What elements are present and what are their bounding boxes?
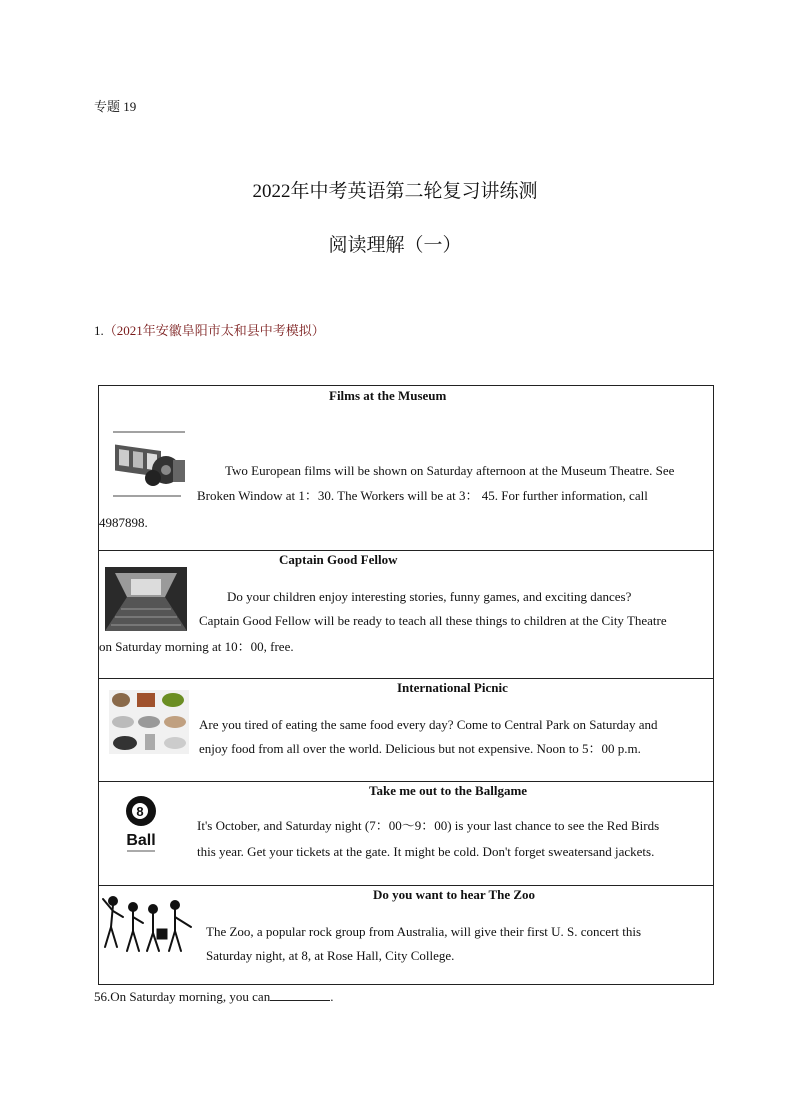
topic-label: 专题 19 <box>94 99 137 114</box>
logo-text: Ball <box>126 832 156 849</box>
answer-blank[interactable] <box>270 988 330 1001</box>
ad-text-line1: The Zoo, a popular rock group from Australia, will give their first U. S. concert this <box>206 924 642 939</box>
question-number: 1. <box>94 323 104 338</box>
ad-text-line2: this year. Get your tickets at the gate. It might be cold. Don't forget sweatersand jackets. <box>197 844 655 859</box>
question-56-text: 56.On Saturday morning, you can <box>94 989 271 1004</box>
film-reel-icon <box>111 430 187 498</box>
question-heading <box>94 320 325 339</box>
ad-text-line2: Captain Good Fellow will be ready to teach all these things to children at the City Theatre <box>199 613 667 628</box>
question-56-end: . <box>330 989 334 1004</box>
ad-ballgame <box>99 781 713 886</box>
question-56 <box>94 988 333 1005</box>
ad-title: International Picnic <box>397 680 508 695</box>
ad-text-line1: Are you tired of eating the same food every day? Come to Central Park on Saturday and <box>199 717 658 732</box>
theatre-stage-icon <box>105 567 187 631</box>
ad-captain-good-fellow <box>99 550 713 679</box>
ad-title: Do you want to hear The Zoo <box>373 887 536 902</box>
eight-ball-icon <box>121 795 161 855</box>
page-title: 2022年中考英语第二轮复习讲练测 <box>252 181 538 202</box>
ad-text-line1: Two European films will be shown on Saturday afternoon at the Museum Theatre. See <box>225 463 675 478</box>
ad-title: Films at the Museum <box>329 388 447 403</box>
ad-text-line2: Broken Window at 1：30. The Workers will be at 3： 45. For further information, call <box>197 488 648 503</box>
ad-text-line3: 4987898. <box>99 515 148 530</box>
ad-text-line2: Saturday night, at 8, at Rose Hall, City College. <box>206 948 455 963</box>
ad-international-picnic <box>99 678 713 782</box>
ad-the-zoo <box>99 885 713 984</box>
page-subtitle: 阅读理解（一） <box>328 235 462 256</box>
rock-band-icon <box>101 893 195 955</box>
ad-text-line1: It's October, and Saturday night (7：00～9：00) is your last chance to see the Red Birds <box>197 818 660 833</box>
question-source: （2021年安徽阜阳市太和县中考模拟） <box>103 323 325 338</box>
ad-text-line1: Do your children enjoy interesting stories, funny games, and exciting dances? <box>227 589 632 604</box>
ad-title: Take me out to the Ballgame <box>369 783 528 798</box>
ad-text-line2: enjoy food from all over the world. Delicious but not expensive. Noon to 5：00 p.m. <box>199 741 641 756</box>
ad-text-line3: on Saturday morning at 10：00, free. <box>99 639 294 654</box>
food-dishes-icon <box>109 690 189 754</box>
ads-table <box>98 385 714 985</box>
logo-number: 8 <box>136 804 144 819</box>
ad-films-museum <box>99 386 713 551</box>
ad-title: Captain Good Fellow <box>279 552 398 567</box>
